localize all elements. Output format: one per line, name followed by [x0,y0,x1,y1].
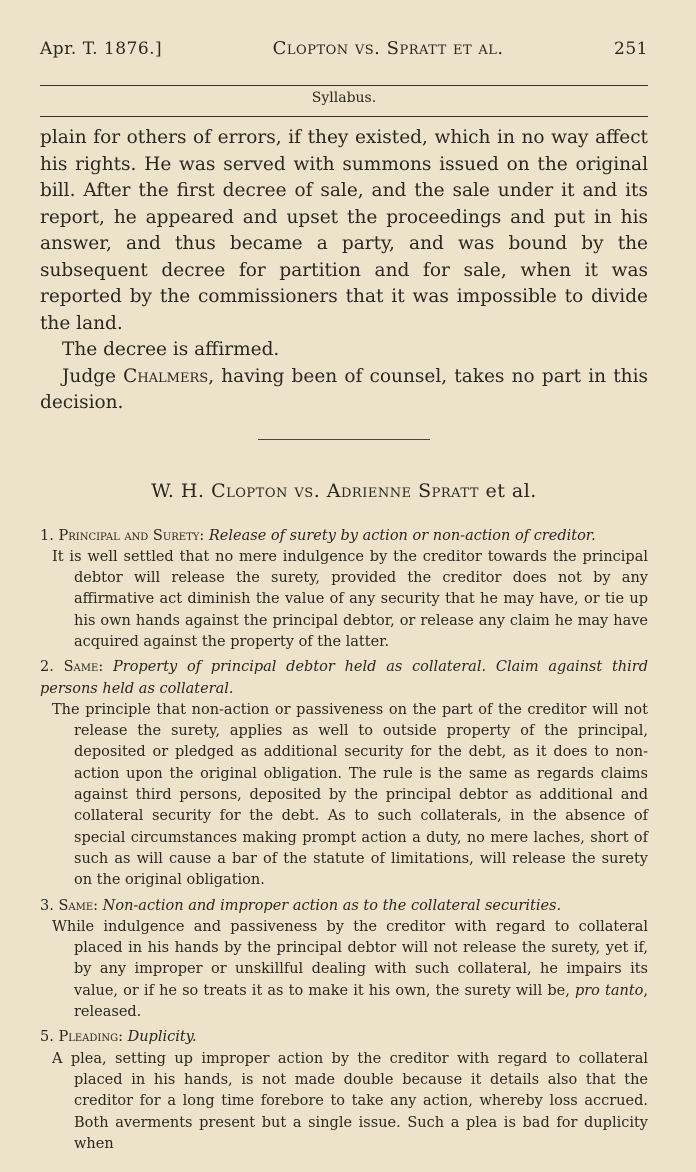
case-title-main: W. H. Clopton vs. Adrienne Spratt [151,479,479,502]
syllabus-point-heading [40,657,648,700]
point-text-latin: pro tanto [574,982,644,999]
syllabus [40,526,648,1156]
point-topic: Same: [63,659,104,676]
syllabus-point-heading [40,526,648,547]
recusal-rest: , having been of counsel, takes no part in this decision. [40,365,648,413]
point-description: Non-action and improper action as to the collateral securities. [102,897,562,914]
judge-name: Chalmers [123,365,209,387]
point-text: The principle that non-action or passiveness on the part of the creditor will not release the surety, applies as well to outside property of the principal, deposited or pledged as additional security for the debt, as it does to non-action upon the original obligation. The rule is the same as regards claims against third persons, deposited by the principal debtor as additional and collateral security for the debt. As to such collaterals, in the absence of special circumstances making prompt action a duty, no mere laches, short of such as will cause a bar of the statute of limitations, will release the surety on the original obligation. [52,701,648,889]
point-topic: Principal and Surety: [58,527,205,544]
point-number: 3. [40,897,54,914]
running-title: Clopton vs. Spratt et al. [272,38,504,59]
point-description: Release of surety by action or non-action of creditor. [208,527,596,544]
syllabus-point [40,1027,648,1155]
section-label: Syllabus. [311,90,377,106]
section-divider [258,439,430,440]
point-text-main: While indulgence and passiveness by the creditor with regard to collateral placed in his hands by the principal debtor will not release the surety, yet if, by any improper or unskillful dealing with such collateral, he impairs its value, or if he so treats it as to make it his own, the surety will be, [52,918,648,999]
header-rule [40,85,648,86]
case-title [40,480,648,502]
syllabus-point [40,657,648,891]
case-title-suffix: et al. [485,479,537,502]
opinion-text [40,125,648,417]
point-topic: Same: [58,897,99,914]
point-number: 1. [40,527,54,544]
term-reference: Apr. T. 1876.] [40,39,163,59]
point-number: 5. [40,1029,54,1046]
recusal-note [40,364,648,417]
point-text: A plea, setting up improper action by the creditor with regard to collateral placed in his hands, is not made double because it details also that the creditor for a long time forebore to take any action, whereby loss accrued. Both averments present but a single issue. Such a plea is bad for duplicity when [52,1050,648,1152]
syllabus-point-heading [40,896,648,917]
point-text [40,917,648,1023]
point-number: 2. [40,659,54,676]
opinion-paragraph: plain for others of errors, if they existed, which in no way affect his rights. He was served with summons issued on the original bill. After the first decree of sale, and the sale under it and its report, he appeared and upset the proceedings and put in his answer, and thus became a party, and was bound by the subsequent decree for partition and for sale, when it was reported by the commissioners that it was impossible to divide the land. [40,127,648,334]
point-topic: Pleading: [58,1029,123,1046]
running-header [40,38,648,59]
point-description: Duplicity. [127,1029,197,1046]
syllabus-point [40,526,648,654]
syllabus-point [40,896,648,1024]
point-text-end: , released. [74,982,649,1021]
point-text: It is well settled that no mere indulgence by the creditor towards the principal debtor will release the surety, provided the creditor does not by any affirmative act diminish the value of any security that he may have, or tie up his own hands against the principal debtor, or release any claim he may have acquired against the property of the latter. [52,548,648,650]
recusal-prefix: Judge [62,365,116,387]
section-rule [40,116,648,117]
point-description: Property of principal debtor held as collateral. Claim against third persons held as collateral. [40,659,648,697]
decree-statement: The decree is affirmed. [62,339,280,360]
page-number: 251 [614,39,648,59]
syllabus-point-heading [40,1027,648,1048]
